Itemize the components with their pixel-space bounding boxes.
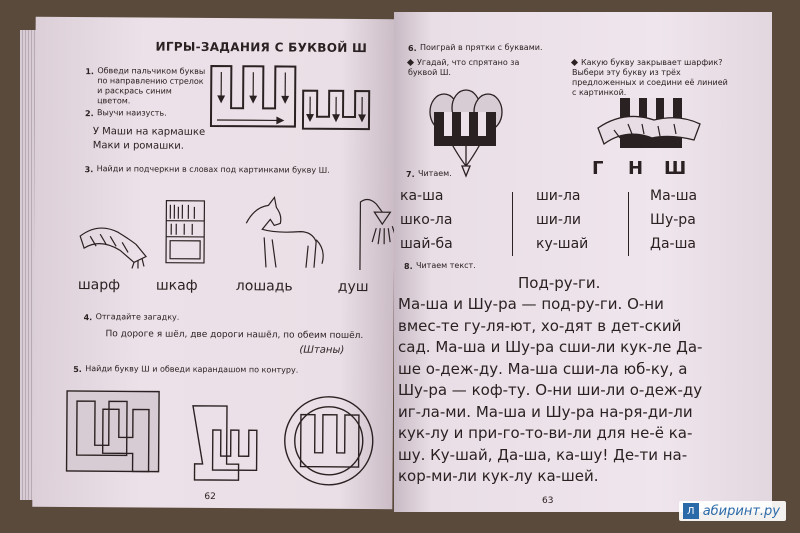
column-divider [628,192,629,256]
right-page [394,12,772,512]
task5-number: 5. [73,365,82,375]
left-page [32,17,395,510]
syllable-word: шай-ба [400,236,453,252]
poem-line-1: У Маши на кармашке [92,126,206,138]
task1-number: 1. [85,67,94,77]
task6a-text: Угадай, что спрятано за буквой Ш. [408,58,520,77]
horse-picture [246,197,324,268]
overlapping-letters-2 [192,406,257,480]
syllable-word: ши-ла [536,188,581,204]
scarf-letter-picture [594,94,704,154]
poem-line-2: Маки и ромашки. [92,140,185,152]
left-page-number: 62 [204,491,216,503]
trace-letters-illustration [207,56,384,135]
pictures-row [76,192,396,272]
cabinet-picture [166,201,204,263]
task2-text: Выучи наизусть. [97,108,167,118]
syllable-word: Шу-ра [650,212,696,228]
story-line: ше о-деж-ду. Ма-ша сши-ла юб-ку, а [398,359,688,378]
watermark-text: абиринт.ру [702,503,780,519]
story-line: Шу-ра — коф-ту. О-ни ши-ли о-деж-ду [398,381,703,399]
task3-number: 3. [84,165,94,175]
riddle-text: По дороге я шёл, две дороги нашёл, по обеим пошёл. [105,329,364,342]
story-line: кук-лу и при-го-то-ви-ли для не-ё ка- [398,424,693,442]
task8-number: 8. [404,262,413,271]
task7-text: Читаем. [418,169,452,178]
poem [93,125,205,154]
balloon-letter [454,102,455,103]
task3-text: Найди и подчеркни в словах под картинками букву Ш. [96,164,330,175]
task6-number: 6. [408,44,417,53]
task5-text: Найди букву Ш и обведи карандашом по контуру. [85,364,299,375]
story-title: Под-ру-ги. [518,274,601,292]
right-page-number: 63 [542,496,554,506]
task1-text: Обведи пальчиком буквы по направлению стрелок и раскрась синим цветом. [97,66,206,106]
task4-text: Отгадайте загадку. [95,312,180,322]
syllable-word: Да-ша [650,236,696,252]
choice-letter-sh[interactable]: Ш [664,158,687,179]
diamond-bullet-icon [407,59,414,66]
story-line: шу. Ку-шай, Да-ша, ка-шу! Де-ти на- [398,445,688,464]
task2-number: 2. [85,109,94,119]
choice-letter-g[interactable]: Г [592,158,604,179]
story-line: Ма-ша и Шу-ра — под-ру-ги. О-ни [398,295,664,313]
story-line: иг-ла-ми. Ма-ша и Шу-ра на-ря-ди-ли [398,402,693,421]
column-divider [512,192,513,256]
story-line: сад. Ма-ша и Шу-ра сши-ли кук-ле Да- [398,338,703,356]
shower-picture [360,199,396,270]
syllable-word: ши-ли [536,212,582,228]
syllables-column-3 [650,184,697,256]
scarf-picture [80,228,146,269]
page-title: ИГРЫ-ЗАДАНИЯ С БУКВОЙ Ш [155,39,368,56]
task8-text: Читаем текст. [416,261,476,270]
story-line: кор-ми-ли кук-лу ка-шей. [398,467,599,485]
diamond-bullet-icon [571,59,578,66]
task6b-text: Какую букву закрывает шарфик? Выбери эту букву из трёх предложенных и соедини её линией с картинкой. [572,58,728,97]
syllable-word: ку-шай [536,236,589,252]
word-shower: душ [337,278,369,296]
choice-letter-n[interactable]: Н [628,158,644,179]
task7-number: 7. [406,170,415,179]
word-cabinet: шкаф [155,277,198,294]
syllable-word: Ма-ша [650,188,698,204]
story-line: вмес-те гу-ля-ют, хо-дят в дет-ский [398,316,682,335]
word-horse: лошадь [235,278,293,295]
syllable-word: шко-ла [400,212,453,228]
labirint-logo-icon: Л [683,503,699,519]
story-text [398,294,768,488]
riddle-answer: (Штаны) [299,344,345,356]
task4-number: 4. [83,313,93,323]
hidden-letters-illustration [62,385,383,487]
word-scarf: шарф [77,277,121,294]
syllable-word: ка-ша [400,188,444,204]
task6-text: Поиграй в прятки с буквами. [420,43,543,52]
syllables-column-2 [536,184,588,256]
balloons-picture [422,90,522,180]
overlapping-letters-3 [284,396,373,485]
syllables-column-1 [400,184,453,256]
overlapping-letters-1 [67,391,160,472]
scarf-letter [628,98,629,99]
labirint-watermark [679,501,786,521]
